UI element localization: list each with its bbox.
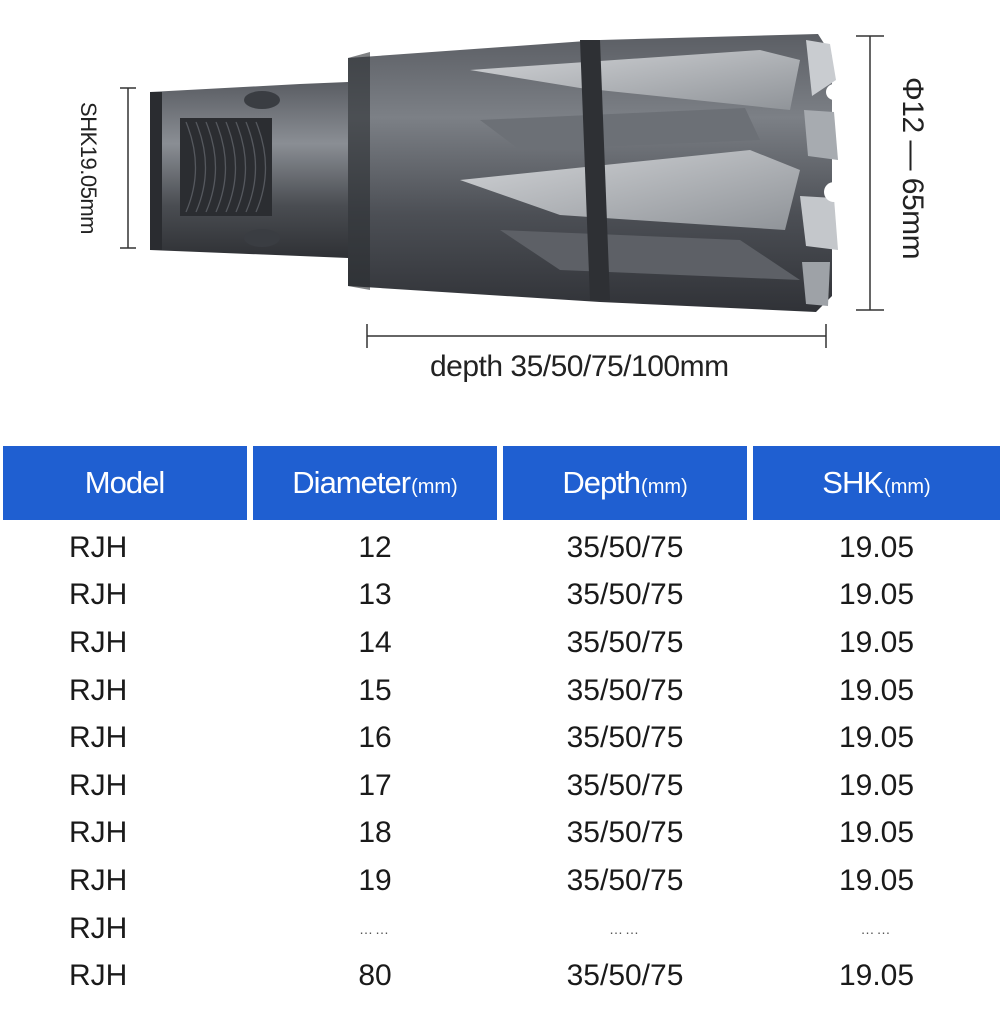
- spec-table: [3, 446, 1000, 1000]
- depth-cell: 35/50/75: [566, 673, 684, 707]
- table-row: [3, 619, 1000, 667]
- table-body: [3, 524, 1000, 1000]
- diameter-cell: 16: [358, 721, 392, 755]
- depth-cell: 35/50/75: [566, 625, 684, 659]
- table-row: [3, 667, 1000, 715]
- model-cell: RJH: [69, 578, 128, 612]
- diameter-dimension-line: [856, 36, 884, 310]
- header-label: SHK: [822, 465, 884, 500]
- header-label: Diameter: [292, 465, 411, 500]
- depth-cell: 35/50/75: [566, 578, 684, 612]
- shank: [150, 82, 348, 258]
- header-model: [3, 446, 247, 520]
- header-unit: (mm): [641, 475, 688, 498]
- table-row: [3, 524, 1000, 572]
- table-row: [3, 572, 1000, 620]
- shk-cell: 19.05: [838, 530, 915, 564]
- shk-cell: 19.05: [838, 578, 915, 612]
- header-depth: [503, 446, 747, 520]
- depth-cell: 35/50/75: [566, 530, 684, 564]
- diameter-cell: 15: [358, 673, 392, 707]
- model-cell: RJH: [69, 673, 128, 707]
- table-row: [3, 762, 1000, 810]
- diameter-cell: 14: [358, 625, 392, 659]
- table-row: [3, 857, 1000, 905]
- depth-cell: 35/50/75: [566, 863, 684, 897]
- shk-cell: 19.05: [838, 625, 915, 659]
- depth-cell: ……: [609, 920, 641, 937]
- table-row: [3, 810, 1000, 858]
- shk-cell: ……: [860, 920, 893, 937]
- product-figure: [0, 0, 1000, 420]
- header-shk: [753, 446, 1000, 520]
- shank-size-label: SHK19.05mm: [76, 102, 101, 234]
- shk-cell: 19.05: [838, 959, 915, 993]
- table-row: [3, 905, 1000, 953]
- shk-cell: 19.05: [838, 816, 915, 850]
- diameter-cell: 18: [358, 816, 392, 850]
- shk-cell: 19.05: [838, 673, 915, 707]
- depth-cell: 35/50/75: [566, 816, 684, 850]
- shk-cell: 19.05: [838, 721, 915, 755]
- depth-dimension-line: [367, 324, 826, 348]
- depth-cell: 35/50/75: [566, 768, 684, 802]
- model-cell: RJH: [69, 768, 128, 802]
- depth-label: depth 35/50/75/100mm: [430, 350, 729, 383]
- shk-cell: 19.05: [838, 768, 915, 802]
- diameter-cell: 12: [358, 530, 392, 564]
- table-row: [3, 952, 1000, 1000]
- diameter-cell: ……: [359, 920, 391, 937]
- depth-cell: 35/50/75: [566, 959, 684, 993]
- table-header: [3, 446, 1000, 520]
- diameter-cell: 19: [358, 863, 392, 897]
- model-cell: RJH: [69, 530, 128, 564]
- depth-cell: 35/50/75: [566, 721, 684, 755]
- header-label: Depth: [562, 465, 641, 500]
- model-cell: RJH: [69, 959, 128, 993]
- model-cell: RJH: [69, 816, 128, 850]
- shank-dimension-line: [120, 88, 136, 248]
- shk-cell: 19.05: [838, 863, 915, 897]
- diameter-cell: 13: [358, 578, 392, 612]
- diameter-range-label: Φ12 — 65mm: [896, 76, 929, 260]
- header-diameter: [253, 446, 497, 520]
- model-cell: RJH: [69, 625, 128, 659]
- diameter-cell: 17: [358, 768, 392, 802]
- model-cell: RJH: [69, 721, 128, 755]
- diameter-cell: 80: [358, 959, 392, 993]
- header-unit: (mm): [884, 475, 931, 498]
- header-unit: (mm): [411, 475, 458, 498]
- table-row: [3, 714, 1000, 762]
- model-cell: RJH: [69, 911, 128, 945]
- model-cell: RJH: [69, 863, 128, 897]
- header-label: Model: [84, 465, 165, 500]
